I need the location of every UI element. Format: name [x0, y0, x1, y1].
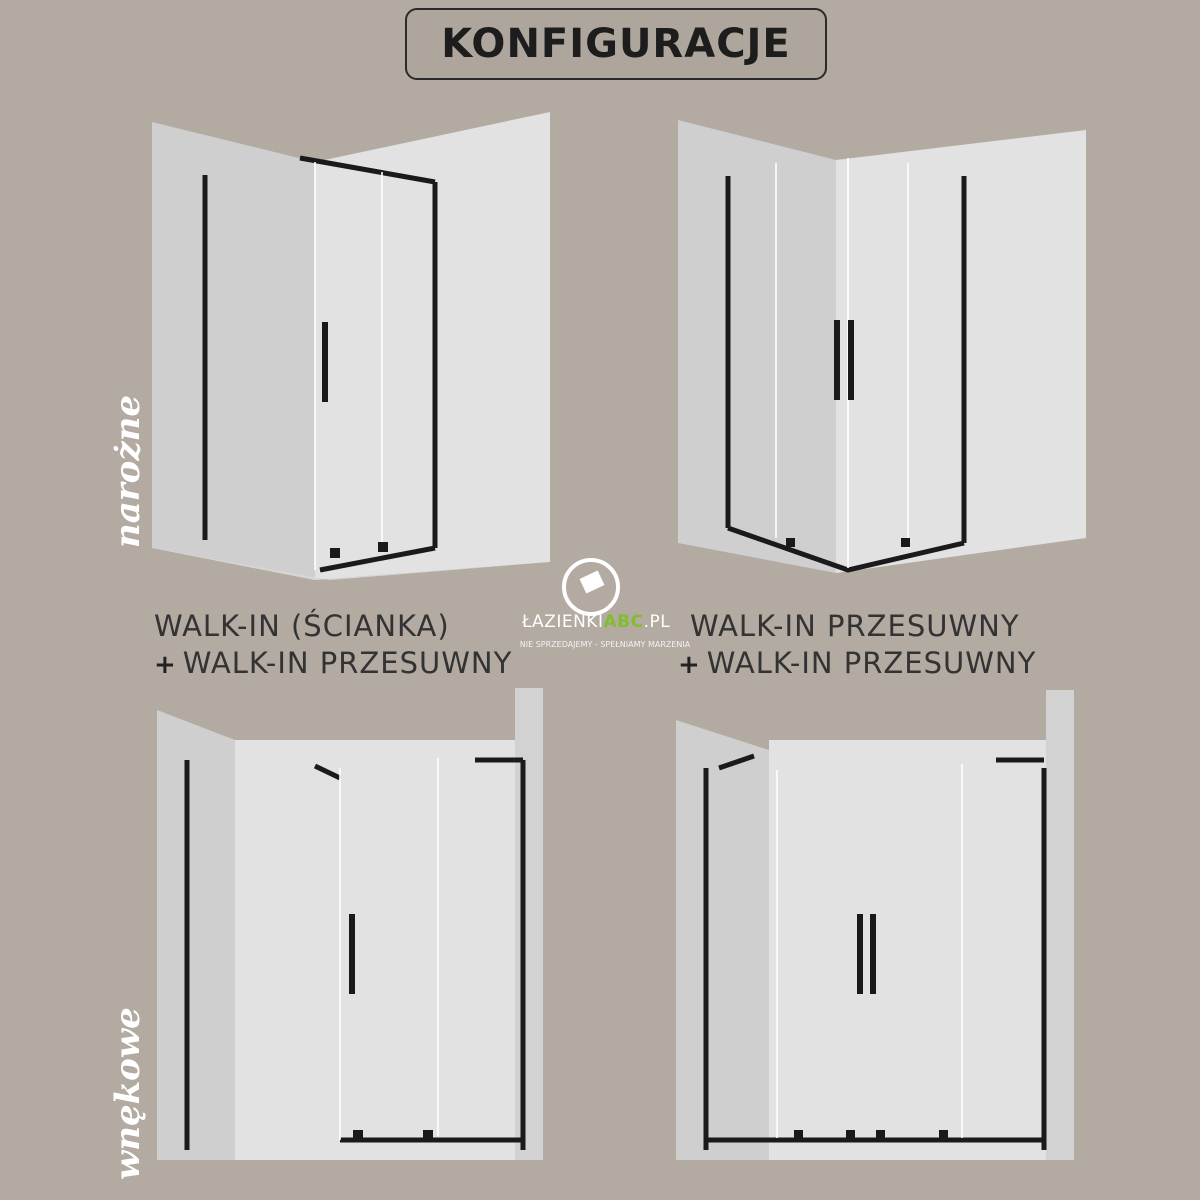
config-left-line1: WALK-IN (ŚCIANKA) [154, 609, 450, 643]
shower-logo-icon [560, 556, 622, 618]
corner-config-sliding-sliding-image [676, 118, 1096, 580]
config-left-line2: WALK-IN PRZESUWNY [182, 646, 513, 680]
recess-config-sliding-sliding-image [674, 688, 1074, 1160]
config-caption-left [154, 608, 512, 684]
page-title: KONFIGURACJE [441, 21, 791, 67]
config-right-line1: WALK-IN PRZESUWNY [690, 609, 1020, 643]
config-right-line2: WALK-IN PRZESUWNY [706, 646, 1037, 680]
config-caption-right [678, 608, 1037, 684]
title-box [405, 8, 827, 80]
plus-sign: + [678, 650, 701, 680]
corner-config-walkin-sliding-image [150, 110, 560, 580]
watermark [500, 556, 710, 652]
plus-sign: + [154, 650, 177, 680]
watermark-brand: ŁAZIENKIABC.PL [522, 612, 671, 632]
side-label-corner: narożne [108, 395, 148, 548]
watermark-tagline: NIE SPRZEDAJEMY - SPEŁNIAMY MARZENIA [519, 640, 691, 649]
side-label-recess: wnękowe [108, 1007, 148, 1180]
recess-config-walkin-sliding-image [155, 688, 545, 1160]
